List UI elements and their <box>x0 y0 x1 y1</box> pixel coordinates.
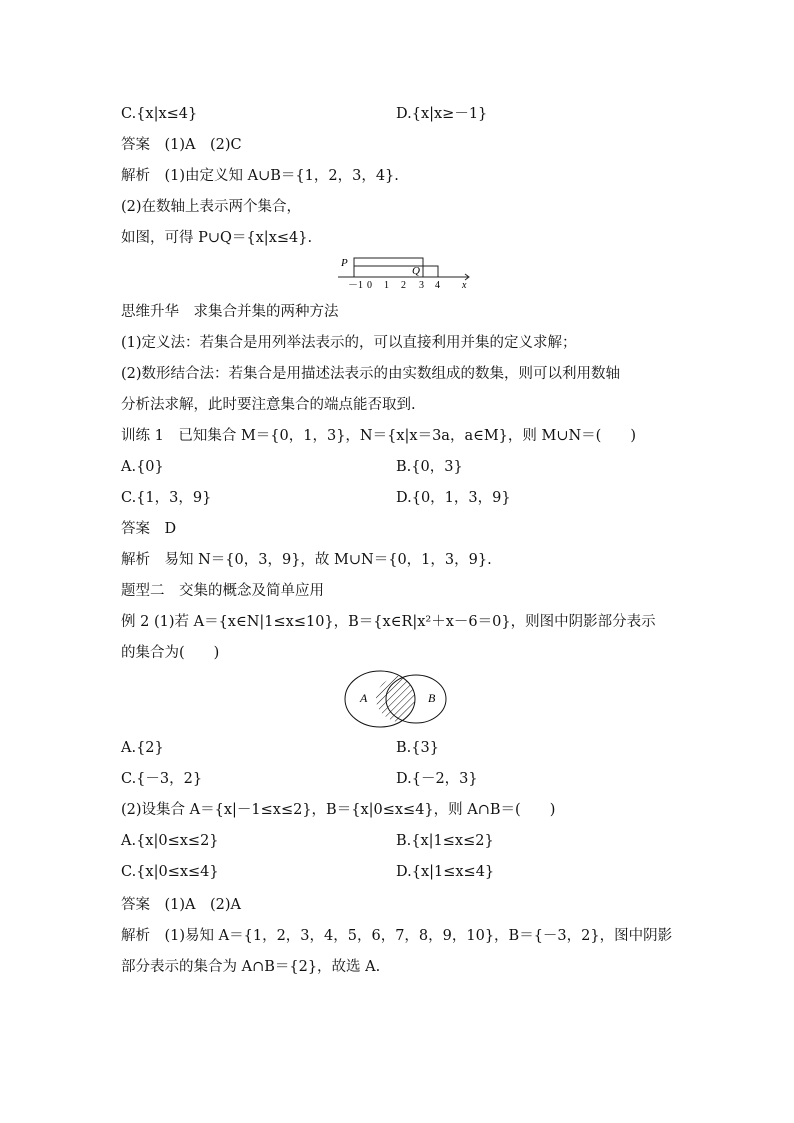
option-c-ex1: C.{1，3，9} <box>121 490 212 506</box>
tick-label: 2 <box>401 280 406 290</box>
set-p-label: P <box>341 257 348 269</box>
axis-label: x <box>462 280 467 290</box>
analysis-ex2-line-1: 解析 (1)易知 A＝{1，2，3，4，5，6，7，8，9，10}，B＝{－3，2}，图中阴影 <box>121 928 673 944</box>
set-q-label: Q <box>412 265 420 277</box>
intersection-shading <box>376 675 436 723</box>
answer-line-1: 答案 (1)A (2)C <box>121 137 242 153</box>
venn-diagram <box>342 668 454 730</box>
tick-label: 1 <box>384 280 389 290</box>
tick-label: －1 <box>348 280 363 290</box>
analysis-line-1: 解析 (1)由定义知 A∪B＝{1，2，3，4}. <box>121 168 399 184</box>
summary-line-1: (1)定义法：若集合是用列举法表示的，可以直接利用并集的定义求解； <box>121 335 577 351</box>
number-line-figure <box>338 254 478 290</box>
answer-ex1: 答案 D <box>121 521 177 537</box>
option-d-ex1: D.{0，1，3，9} <box>396 490 511 506</box>
option-b-ex2-1: B.{3} <box>396 740 439 756</box>
tick-label: 3 <box>419 280 424 290</box>
option-d-ex2-1: D.{－2，3} <box>396 771 478 787</box>
option-b-ex1: B.{0，3} <box>396 459 463 475</box>
tick-label: 0 <box>367 280 372 290</box>
option-c-ex2-2: C.{x|0≤x≤4} <box>121 864 219 880</box>
option-d-ex2-2: D.{x|1≤x≤4} <box>396 864 495 880</box>
option-c-q0: C.{x|x≤4} <box>121 106 198 122</box>
analysis-ex1: 解析 易知 N＝{0，3，9}，故 M∪N＝{0，1，3，9}. <box>121 552 492 568</box>
tick-label: 4 <box>435 280 440 290</box>
section-heading-2: 题型二 交集的概念及简单应用 <box>121 583 324 599</box>
option-a-ex2-2: A.{x|0≤x≤2} <box>121 833 219 849</box>
analysis-line-2: (2)在数轴上表示两个集合， <box>121 199 302 215</box>
option-b-ex2-2: B.{x|1≤x≤2} <box>396 833 494 849</box>
exercise-1-question: 训练 1 已知集合 M＝{0，1，3}，N＝{x|x＝3a，a∈M}，则 M∪N＝( ) <box>121 428 636 444</box>
example-2-part-2: (2)设集合 A＝{x|－1≤x≤2}，B＝{x|0≤x≤4}，则 A∩B＝( ) <box>121 802 556 818</box>
answer-ex2: 答案 (1)A (2)A <box>121 897 242 913</box>
set-b-label: B <box>428 691 436 705</box>
set-a-label: A <box>360 691 368 705</box>
analysis-ex2-line-2: 部分表示的集合为 A∩B＝{2}，故选 A. <box>121 959 381 975</box>
example-2-question-2: 的集合为( ) <box>121 645 220 661</box>
example-2-question-1: 例 2 (1)若 A＝{x∈N|1≤x≤10}，B＝{x∈R|x²＋x－6＝0}，则图中阴影部分表示 <box>121 614 656 630</box>
option-a-ex1: A.{0} <box>121 459 164 475</box>
option-d-q0: D.{x|x≥－1} <box>396 106 488 122</box>
option-c-ex2-1: C.{－3，2} <box>121 771 203 787</box>
option-a-ex2-1: A.{2} <box>121 740 164 756</box>
summary-heading: 思维升华 求集合并集的两种方法 <box>121 304 339 320</box>
analysis-line-3: 如图，可得 P∪Q＝{x|x≤4}. <box>121 230 313 246</box>
summary-line-3: 分析法求解，此时要注意集合的端点能否取到. <box>121 397 416 413</box>
summary-line-2: (2)数形结合法：若集合是用描述法表示的由实数组成的数集，则可以利用数轴 <box>121 366 621 382</box>
